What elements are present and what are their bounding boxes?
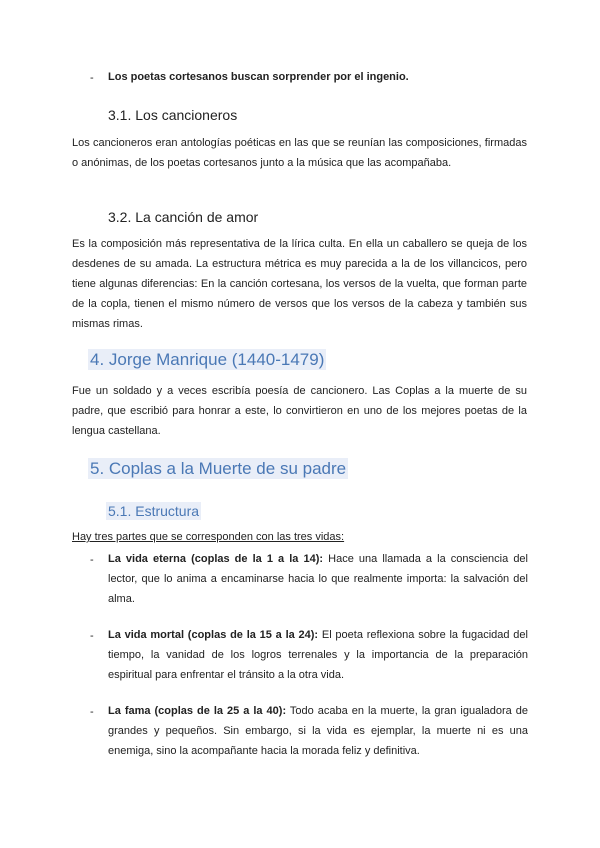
heading-5-1-text: 5.1. Estructura xyxy=(108,503,200,519)
heading-3-2: 3.2. La canción de amor xyxy=(108,209,259,225)
heading-5-1 xyxy=(106,503,201,519)
paragraph-3-1: Los cancioneros eran antologías poéticas en las que se reunían las composiciones, firmadas o anónimas, de los poetas cortesanos junto a la música que las acompañaba. xyxy=(72,137,527,169)
heading-5-text: 5. Coplas a la Muerte de su padre xyxy=(90,459,347,478)
heading-5 xyxy=(88,459,348,479)
list-item-text: El poeta reflexiona sobre la fugacidad del tiempo, la vanidad de los logros terrenales y la importancia de la preparación espiritual para enfrentar el tránsito a la otra vida. xyxy=(108,629,528,681)
list-item-lead: La vida eterna (coplas de la 1 a la 14): xyxy=(108,553,324,565)
paragraph-4: Fue un soldado y a veces escribía poesía de cancionero. Las Coplas a la muerte de su padre, que escribió para honrar a este, lo convirtieron en uno de los mejores poetas de la lengua castellana. xyxy=(72,385,527,437)
list-item-text: Hace una llamada a la consciencia del lector, que lo anima a encaminarse hacia lo que realmente importa: la salvación del alma. xyxy=(108,553,528,605)
structure-intro: Hay tres partes que se corresponden con las tres vidas: xyxy=(72,531,345,543)
list-item-text: Todo acaba en la muerte, la gran igualadora de grandes y pequeños. Sin embargo, si la vida es ejemplar, la muerte ni es una enemiga, sino la acompañante hacia la morada feliz y definitiva. xyxy=(108,705,529,757)
heading-4 xyxy=(88,350,326,370)
list-item-vida-mortal xyxy=(108,625,528,685)
paragraph-3-2: Es la composición más representativa de la lírica culta. En ella un caballero se queja de los desdenes de su amada. La estructura métrica es muy parecida a la de los villancicos, pero tiene algunas diferencias: En la canción cortesana, los versos de la vuelta, que forman parte de la copla, tienen el mismo número de versos que los versos de la cabeza y también sus mismas rimas. xyxy=(72,238,527,330)
bullet-dash: - xyxy=(90,72,94,84)
bullet-dash: - xyxy=(90,630,94,642)
list-item-lead: La vida mortal (coplas de la 15 a la 24): xyxy=(108,629,319,641)
bullet-dash: - xyxy=(90,706,94,718)
top-bullet-text: Los poetas cortesanos buscan sorprender por el ingenio. xyxy=(108,71,409,83)
heading-3-1: 3.1. Los cancioneros xyxy=(108,107,238,123)
heading-4-text: 4. Jorge Manrique (1440-1479) xyxy=(90,350,325,369)
list-item-fama xyxy=(108,701,528,761)
list-item-lead: La fama (coplas de la 25 a la 40): xyxy=(108,705,287,717)
bullet-dash: - xyxy=(90,554,94,566)
list-item-vida-eterna xyxy=(108,549,528,609)
